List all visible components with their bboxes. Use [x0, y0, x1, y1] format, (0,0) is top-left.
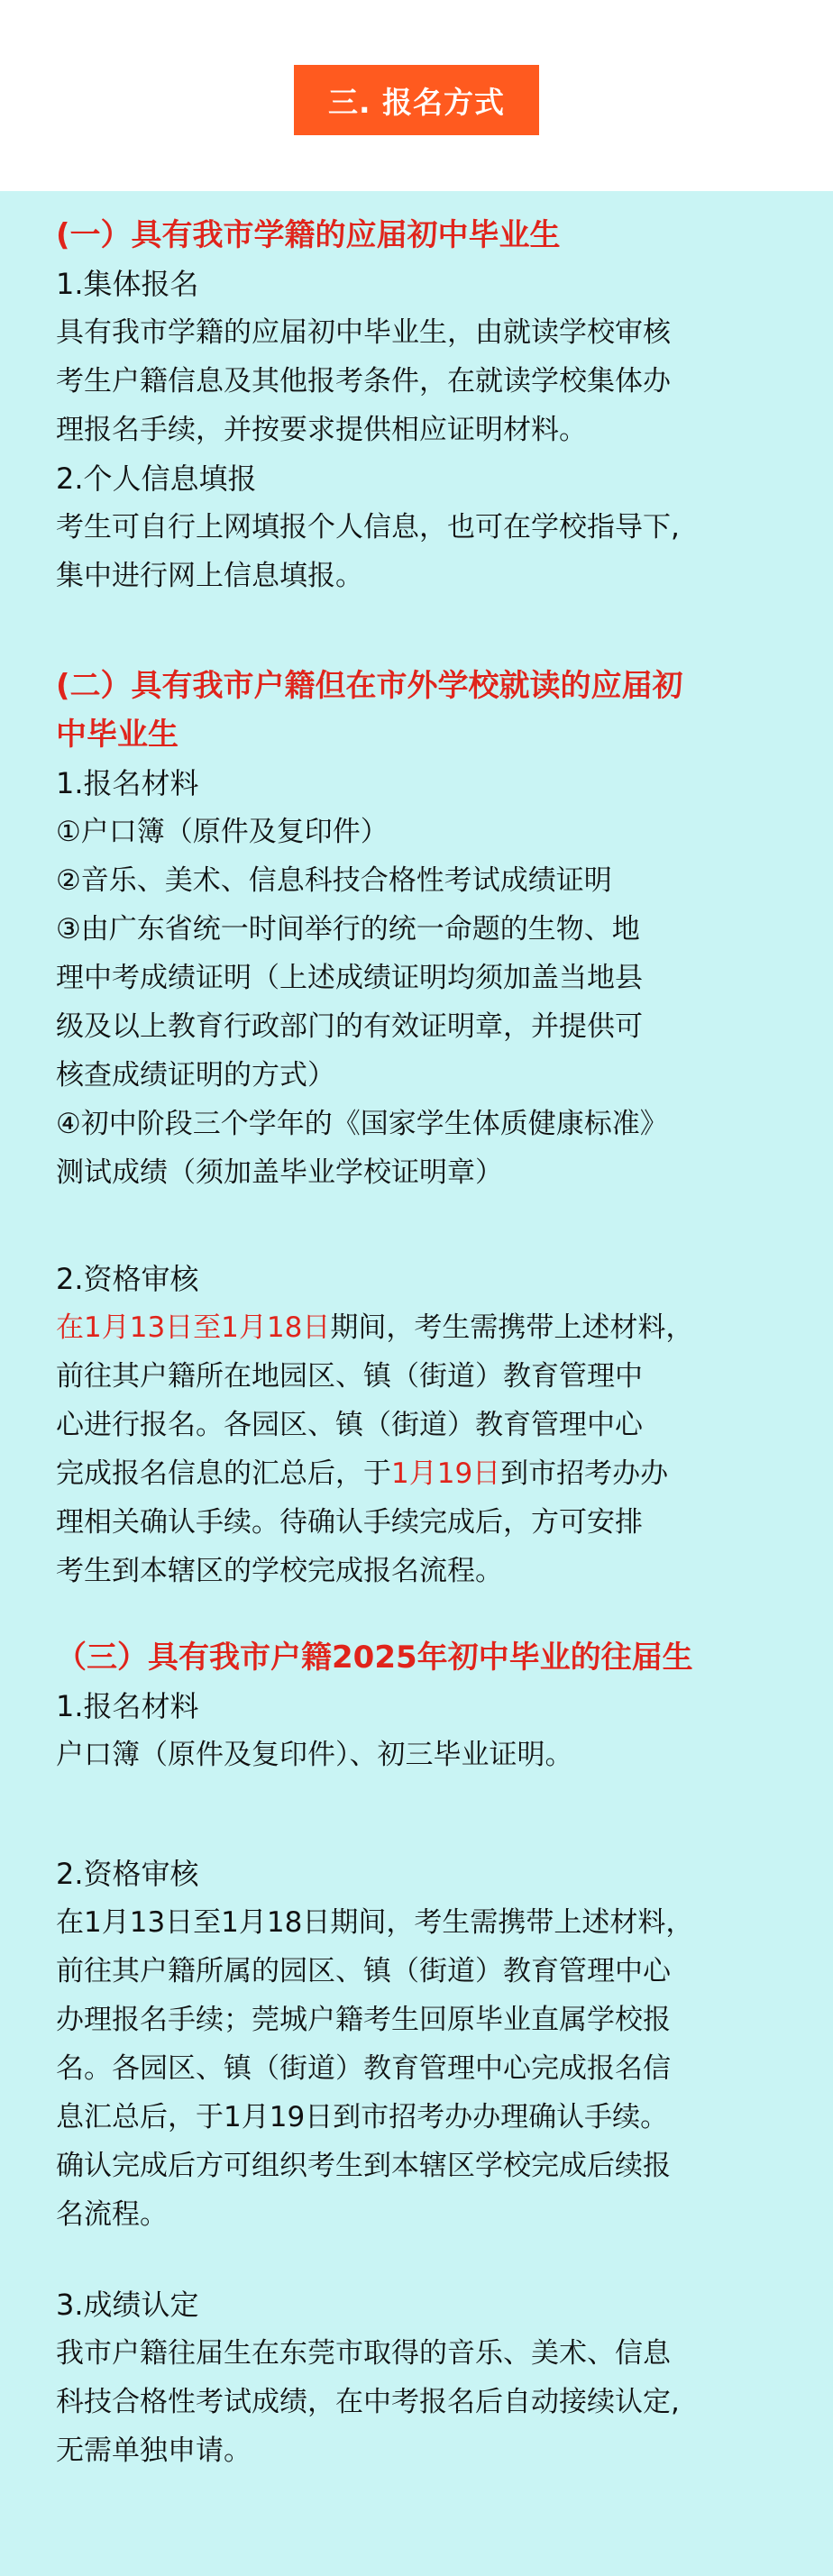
section-2-material-3-line-3: 级及以上教育行政部门的有效证明章，并提供可	[56, 1010, 643, 1043]
section-1-para-2-line-2: 集中进行网上信息填报。	[56, 560, 363, 592]
date-range-highlight: 在1月13日至1月18日	[56, 1311, 331, 1344]
header-area	[0, 0, 833, 191]
content-panel	[0, 191, 833, 2576]
section-1-heading: (一）具有我市学籍的应届初中毕业生	[56, 217, 561, 253]
section-3-sub-2: 2.资格审核	[56, 1857, 199, 1891]
section-2-material-4-line-2: 测试成绩（须加盖毕业学校证明章）	[56, 1156, 503, 1189]
section-3-grades-line-3: 无需单独申请。	[56, 2434, 252, 2467]
section-3-grades	[56, 2280, 806, 2475]
section-3-grades-line-1: 我市户籍往届生在东莞市取得的音乐、美术、信息	[56, 2337, 671, 2370]
section-1-para-1-line-2: 考生户籍信息及其他报考条件，在就读学校集体办	[56, 365, 671, 397]
section-2-sub-2: 2.资格审核	[56, 1262, 199, 1296]
section-2-material-3-line-4: 核查成绩证明的方式）	[56, 1059, 335, 1092]
section-2-review-line-1	[56, 1303, 806, 1352]
section-2-review-line-6: 考生到本辖区的学校完成报名流程。	[56, 1555, 503, 1587]
section-3-review	[56, 1850, 806, 2239]
section-3-review-line-5: 息汇总后，于1月19日到市招考办办理确认手续。	[56, 2101, 669, 2133]
section-2-material-3-line-2: 理中考成绩证明（上述成绩证明均须加盖当地县	[56, 962, 643, 994]
section-3-sub-1: 1.报名材料	[56, 1689, 199, 1723]
section-2-review-line-2: 前往其户籍所在地园区、镇（街道）教育管理中	[56, 1360, 643, 1393]
section-3-sub-3: 3.成绩认定	[56, 2288, 199, 2322]
section-2-review-line-1-rest: 期间，考生需携带上述材料，	[330, 1311, 694, 1344]
section-1-para-1-line-1: 具有我市学籍的应届初中毕业生，由就读学校审核	[56, 316, 671, 349]
section-2-material-1: ①户口簿（原件及复印件）	[56, 816, 389, 848]
section-2-material-2: ②音乐、美术、信息科技合格性考试成绩证明	[56, 864, 612, 897]
section-2-review-line-4-pre: 完成报名信息的汇总后，于	[56, 1457, 391, 1490]
section-2-review-line-4-post: 到市招考办办	[500, 1457, 669, 1490]
section-1-para-1-line-3: 理报名手续，并按要求提供相应证明材料。	[56, 414, 587, 446]
section-3-review-line-3: 办理报名手续；莞城户籍考生回原毕业直属学校报	[56, 2004, 671, 2036]
section-title-badge: 三. 报名方式	[294, 65, 539, 135]
section-2-material-3-line-1: ③由广东省统一时间举行的统一命题的生物、地	[56, 913, 640, 945]
section-3-material: 户口簿（原件及复印件）、初三毕业证明。	[56, 1739, 573, 1771]
section-2-review-line-5: 理相关确认手续。待确认手续完成后，方可安排	[56, 1506, 643, 1539]
section-2-material-4-line-1: ④初中阶段三个学年的《国家学生体质健康标准》	[56, 1108, 668, 1140]
section-2-sub-1: 1.报名材料	[56, 766, 199, 800]
section-1-sub-2: 2.个人信息填报	[56, 461, 257, 496]
section-3-review-line-6: 确认完成后方可组织考生到本辖区学校完成后续报	[56, 2150, 671, 2182]
section-2-heading-line-1: (二）具有我市户籍但在市外学校就读的应届初	[56, 668, 683, 704]
section-2-heading-line-2: 中毕业生	[56, 717, 178, 753]
section-1-para-2-line-1: 考生可自行上网填报个人信息，也可在学校指导下,	[56, 511, 680, 544]
date-highlight: 1月19日	[391, 1457, 501, 1490]
section-2	[56, 662, 806, 1197]
section-3-review-line-4: 名。各园区、镇（街道）教育管理中心完成报名信	[56, 2052, 671, 2085]
section-3	[56, 1633, 806, 1779]
section-2-review	[56, 1255, 806, 1595]
section-3-heading: （三）具有我市户籍2025年初中毕业的往届生	[56, 1640, 693, 1676]
section-3-review-line-2: 前往其户籍所属的园区、镇（街道）教育管理中心	[56, 1955, 671, 1987]
section-1	[56, 211, 806, 600]
section-1-sub-1: 1.集体报名	[56, 267, 199, 301]
section-3-review-line-1: 在1月13日至1月18日期间，考生需携带上述材料，	[56, 1906, 694, 1939]
section-3-grades-line-2: 科技合格性考试成绩，在中考报名后自动接续认定,	[56, 2386, 680, 2418]
section-2-review-line-4	[56, 1449, 806, 1498]
section-2-review-line-3: 心进行报名。各园区、镇（街道）教育管理中心	[56, 1409, 643, 1441]
section-3-review-line-7: 名流程。	[56, 2198, 168, 2231]
